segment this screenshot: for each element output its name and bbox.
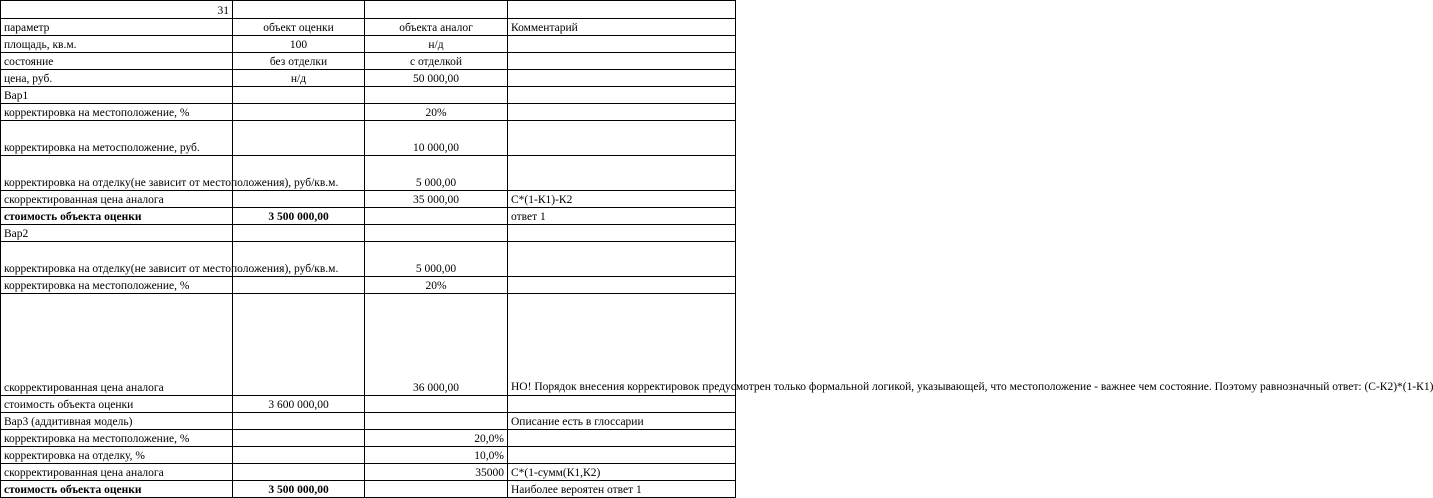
var1-finish-label[interactable]: корректировка на отделку(не зависит от местоположения), руб/кв.м. [1, 156, 233, 191]
state-analog-value[interactable]: с отделкой [365, 53, 508, 70]
var1-adjusted-price-comment[interactable]: С*(1-К1)-К2 [508, 191, 736, 208]
empty-cell[interactable] [365, 396, 508, 413]
empty-cell[interactable] [508, 70, 736, 87]
empty-cell[interactable] [508, 156, 736, 191]
empty-cell[interactable] [365, 1, 508, 19]
row-number-cell[interactable]: 31 [1, 1, 233, 19]
empty-cell[interactable] [508, 36, 736, 53]
var2-adjusted-price-label[interactable]: скорректированная цена аналога [1, 294, 233, 396]
empty-cell[interactable] [233, 447, 365, 464]
empty-cell[interactable] [233, 430, 365, 447]
var3-finish-pct-value[interactable]: 10,0% [365, 447, 508, 464]
state-label[interactable]: состояние [1, 53, 233, 70]
empty-cell[interactable] [508, 225, 736, 242]
column-header-param[interactable]: параметр [1, 19, 233, 36]
empty-cell[interactable] [508, 53, 736, 70]
var1-location-rub-value[interactable]: 10 000,00 [365, 121, 508, 156]
var3-adjusted-price-label[interactable]: скорректированная цена аналога [1, 464, 233, 481]
empty-cell[interactable] [233, 121, 365, 156]
price-label[interactable]: цена, руб. [1, 70, 233, 87]
var3-adjusted-price-comment[interactable]: С*(1-сумм(К1,К2) [508, 464, 736, 481]
price-object-value[interactable]: н/д [233, 70, 365, 87]
var1-location-rub-label[interactable]: корректировка на метосположение, руб. [1, 121, 233, 156]
var1-location-pct-label[interactable]: корректировка на местоположение, % [1, 104, 233, 121]
var2-location-pct-value[interactable]: 20% [365, 277, 508, 294]
var2-location-pct-label[interactable]: корректировка на местоположение, % [1, 277, 233, 294]
empty-cell[interactable] [233, 277, 365, 294]
price-analog-value[interactable]: 50 000,00 [365, 70, 508, 87]
state-object-value[interactable]: без отделки [233, 53, 365, 70]
empty-cell[interactable] [365, 208, 508, 225]
column-header-comment[interactable]: Комментарий [508, 19, 736, 36]
var3-value-comment[interactable]: Наиболее вероятен ответ 1 [508, 481, 736, 498]
var1-finish-value[interactable]: 5 000,00 [365, 156, 508, 191]
var3-value[interactable]: 3 500 000,00 [233, 481, 365, 498]
empty-cell[interactable] [508, 121, 736, 156]
var1-value-comment[interactable]: ответ 1 [508, 208, 736, 225]
var2-value[interactable]: 3 600 000,00 [233, 396, 365, 413]
empty-cell[interactable] [233, 104, 365, 121]
var1-value[interactable]: 3 500 000,00 [233, 208, 365, 225]
column-header-analog[interactable]: объекта аналог [365, 19, 508, 36]
empty-cell[interactable] [508, 396, 736, 413]
empty-cell[interactable] [508, 242, 736, 277]
empty-cell[interactable] [508, 1, 736, 19]
var3-title[interactable]: Вар3 (аддитивная модель) [1, 413, 233, 430]
var2-value-label[interactable]: стоимость объекта оценки [1, 396, 233, 413]
empty-cell[interactable] [233, 225, 365, 242]
empty-cell[interactable] [233, 87, 365, 104]
empty-cell[interactable] [508, 277, 736, 294]
empty-cell[interactable] [233, 294, 365, 396]
empty-cell[interactable] [365, 225, 508, 242]
empty-cell[interactable] [508, 104, 736, 121]
empty-cell[interactable] [508, 430, 736, 447]
var3-value-label[interactable]: стоимость объекта оценки [1, 481, 233, 498]
empty-cell[interactable] [233, 413, 365, 430]
area-analog-value[interactable]: н/д [365, 36, 508, 53]
empty-cell[interactable] [365, 481, 508, 498]
area-label[interactable]: площадь, кв.м. [1, 36, 233, 53]
empty-cell[interactable] [508, 87, 736, 104]
var1-adjusted-price-value[interactable]: 35 000,00 [365, 191, 508, 208]
var2-finish-value[interactable]: 5 000,00 [365, 242, 508, 277]
var3-title-comment[interactable]: Описание есть в глоссарии [508, 413, 736, 430]
var3-location-pct-value[interactable]: 20,0% [365, 430, 508, 447]
empty-cell[interactable] [365, 87, 508, 104]
var1-adjusted-price-label[interactable]: скорректированная цена аналога [1, 191, 233, 208]
var3-finish-pct-label[interactable]: корректировка на отделку, % [1, 447, 233, 464]
empty-cell[interactable] [233, 1, 365, 19]
var2-finish-label[interactable]: корректировка на отделку(не зависит от местоположения), руб/кв.м. [1, 242, 233, 277]
var1-location-pct-value[interactable]: 20% [365, 104, 508, 121]
empty-cell[interactable] [233, 191, 365, 208]
empty-cell[interactable] [508, 447, 736, 464]
var3-adjusted-price-value[interactable]: 35000 [365, 464, 508, 481]
var2-adjusted-price-comment[interactable]: НО! Порядок внесения корректировок предусмотрен только формальной логикой, указывающей, что местоположение - важнее чем состояние. Поэтому равнозначный ответ: (С-К2)*(1-К1) [508, 294, 736, 396]
var3-location-pct-label[interactable]: корректировка на местоположение, % [1, 430, 233, 447]
var1-value-label[interactable]: стоимость объекта оценки [1, 208, 233, 225]
empty-cell[interactable] [365, 413, 508, 430]
var1-title[interactable]: Вар1 [1, 87, 233, 104]
var2-title[interactable]: Вар2 [1, 225, 233, 242]
area-object-value[interactable]: 100 [233, 36, 365, 53]
empty-cell[interactable] [233, 464, 365, 481]
column-header-object[interactable]: объект оценки [233, 19, 365, 36]
var2-adjusted-price-value[interactable]: 36 000,00 [365, 294, 508, 396]
